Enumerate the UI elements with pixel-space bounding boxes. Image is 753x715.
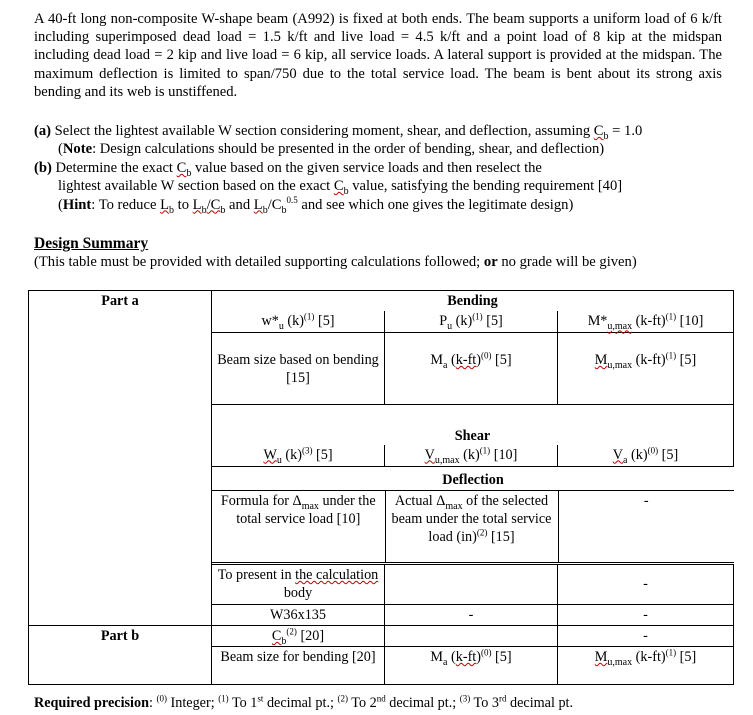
- deflection-subtable: [212, 467, 734, 563]
- bending-header: Bending: [212, 291, 734, 311]
- va-cell: $V_a$ $(k)^{(0)}$ [5]: [558, 445, 734, 467]
- mu-max2-cell: $M_{u,max}$ $(k-ft)^{(1)}$ [5]: [558, 333, 734, 405]
- ma-b-cell: $M_a$ $(k-ft)^{(0)}$ [5]: [385, 647, 558, 685]
- vu-max-cell: $V_{u,max}$ $(k)^{(1)}$ [10]: [385, 445, 558, 467]
- present-empty-cell: [385, 565, 558, 605]
- question-b-cont: lightest available W section based on the exact $C_b$ value, satisfying the bending requirement [40]: [58, 178, 623, 198]
- cb-dash: -: [558, 626, 734, 647]
- hint-line: (Hint: To reduce $L_b$ to $L_b/C_b$ and $L_b/C_b^{0.5}$ and see which one gives the legitimate design): [58, 194, 574, 216]
- deflection-dash: -: [558, 491, 734, 563]
- w-section-dash-2: -: [558, 605, 734, 626]
- shear-header: Shear: [212, 405, 734, 445]
- wu-cell: $w*_u$ $(k)^{(1)}$ [5]: [212, 311, 385, 333]
- precision-note: Required precision: $^{(0)}$ Integer; $^{(1)}$ To 1st decimal pt.; $^{(2)}$ To 2nd decimal pt.; $^{(3)}$ To 3rd decimal pt.: [34, 693, 574, 711]
- mu-max-cell: $M*_{u,max}$ $(k-ft)^{(1)}$ [10]: [558, 311, 734, 333]
- actual-deflection-cell: Actual $\Delta_{max}$ of the selected beam under the total service load (in)$^{(2)}$ [15]: [385, 491, 558, 563]
- cb-empty-cell: [385, 626, 558, 647]
- problem-text: A 40-ft long non-composite W-shape beam (A992) is fixed at both ends. The beam supports a uniform load of 6 k/ft including superimposed dead load = 1.5 k/ft and live load = 4.5 k/ft and a point load of 8 kip at the midspan including dead load = 2 kip and live load = 6 kip, all service loads. A lateral support is provided at the midspan. The maximum deflection is limited to span/750 due to the total service load. The beam is bent about its strong axis bending and its web is unstiffened.: [34, 11, 722, 100]
- cb-cell: $C_b^{(2)}$ [20]: [212, 626, 385, 647]
- pu-cell: $P_u$ $(k)^{(1)}$ [5]: [385, 311, 558, 333]
- part-b-label: Part b: [29, 626, 212, 685]
- note-line: (Note: Design calculations should be presented in the order of bending, shear, and deflection): [58, 141, 605, 158]
- mu-max-b-cell: $M_{u,max}$ $(k-ft)^{(1)}$ [5]: [558, 647, 734, 685]
- w-section-cell: W36x135: [212, 605, 385, 626]
- w-section-dash-1: -: [385, 605, 558, 626]
- present-cell: To present in the calculation body: [212, 565, 385, 605]
- design-summary-table: [28, 290, 734, 685]
- design-summary-note: (This table must be provided with detailed supporting calculations followed; or no grade will be given): [34, 254, 637, 270]
- formula-cell: Formula for $\Delta_{max}$ under the total service load [10]: [212, 491, 385, 563]
- question-b: (b) Determine the exact $C_b$ value based on the given service loads and then reselect the: [34, 159, 542, 179]
- design-summary-heading: Design Summary: [34, 235, 149, 252]
- ma-cell: $M_a$ $(k-ft)^{(0)}$ [5]: [385, 333, 558, 405]
- question-a: (a) Select the lightest available W section considering moment, shear, and deflection, assuming $C_b = 1.0$: [34, 123, 643, 142]
- beam-size-bending-b-cell: Beam size for bending [20]: [212, 647, 385, 685]
- present-dash: -: [558, 565, 734, 605]
- problem-statement: [34, 10, 722, 101]
- beam-size-bending-cell: Beam size based on bending [15]: [212, 333, 385, 405]
- question-list: [34, 122, 734, 214]
- deflection-block: [212, 467, 734, 565]
- part-a-label: Part a: [29, 291, 212, 626]
- deflection-header: Deflection: [212, 467, 734, 491]
- wu-shear-cell: $W_u$ $(k)^{(3)}$ [5]: [212, 445, 385, 467]
